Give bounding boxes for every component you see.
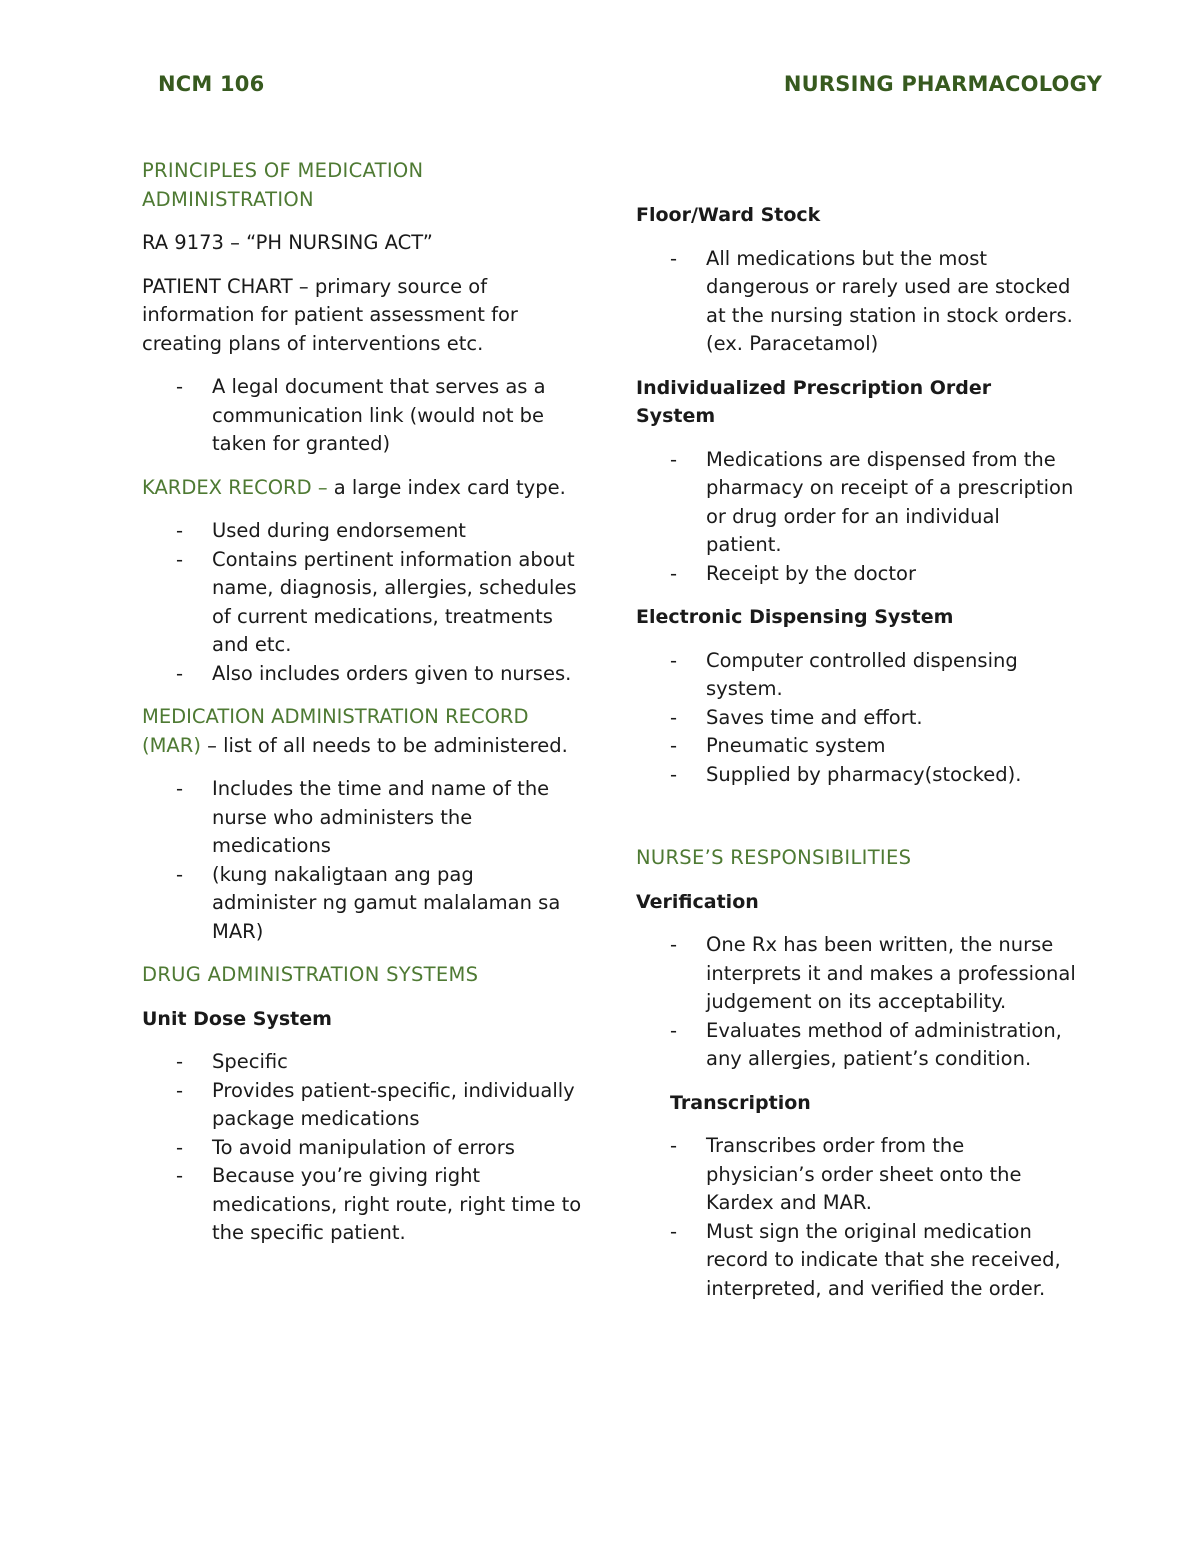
kardex-label: KARDEX RECORD – [142, 475, 328, 499]
principles-heading: PRINCIPLES OF MEDICATION ADMINISTRATION [142, 159, 424, 211]
dash-bullet: - [670, 648, 678, 672]
floor-stock-heading: Floor/Ward Stock [636, 204, 821, 226]
floor-stock-list [636, 245, 1076, 359]
mar-text: – list of all needs to be administered. [200, 733, 568, 757]
list-item [142, 861, 582, 947]
individualized-heading: Individualized Prescription Order System [636, 376, 992, 427]
left-column [142, 157, 582, 1263]
dash-bullet: - [670, 447, 678, 471]
dash-bullet: - [176, 1164, 184, 1187]
right-column [636, 201, 1076, 1318]
mar-paragraph [142, 703, 582, 760]
dash-bullet: - [176, 1078, 184, 1102]
list-item-text: Also includes orders given to nurses. [212, 661, 572, 685]
kardex-text: a large index card type. [327, 475, 566, 499]
responsibilities-heading: NURSE’S RESPONSIBILITIES [636, 846, 912, 869]
mar-label: MEDICATION ADMINISTRATION RECORD (MAR) [142, 705, 529, 757]
list-item [636, 931, 1076, 1017]
list-item-text: Receipt by the doctor [706, 561, 916, 585]
dash-bullet: - [670, 705, 678, 729]
list-item-text: One Rx has been written, the nurse interprets it and makes a professional judgement on its acceptability. [706, 933, 1076, 1013]
list-item-text: Must sign the original medication record to indicate that she received, interpreted, and verified the order. [706, 1219, 1061, 1300]
list-item-text: Medications are dispensed from the pharmacy on receipt of a prescription or drug order for an individual patient. [706, 447, 1074, 556]
list-item-text: Supplied by pharmacy(stocked). [706, 762, 1022, 786]
electronic-heading: Electronic Dispensing System [636, 606, 954, 628]
list-item [142, 1162, 582, 1248]
individualized-list [636, 446, 1076, 589]
list-item-text: Specific [212, 1050, 288, 1073]
list-item [142, 1048, 582, 1077]
list-item [636, 446, 1076, 560]
list-item-text: Saves time and effort. [706, 705, 923, 729]
list-item [636, 245, 1076, 359]
systems-heading: DRUG ADMINISTRATION SYSTEMS [142, 963, 479, 986]
dash-bullet: - [176, 1135, 184, 1159]
patient-chart-list [142, 373, 582, 459]
list-item-text: Because you’re giving right medications, right route, right time to the specific patient. [212, 1164, 582, 1244]
list-item [142, 1134, 582, 1163]
electronic-list [636, 647, 1076, 790]
dash-bullet: - [176, 862, 184, 886]
dash-bullet: - [670, 561, 678, 585]
dash-bullet: - [670, 1018, 678, 1042]
dash-bullet: - [670, 933, 678, 956]
unit-dose-heading: Unit Dose System [142, 1007, 332, 1030]
dash-bullet: - [176, 519, 184, 542]
dash-bullet: - [670, 1219, 678, 1243]
dash-bullet: - [176, 777, 184, 800]
list-item-text: A legal document that serves as a communication link (would not be taken for granted) [212, 375, 546, 455]
list-item-text: Computer controlled dispensing system. [706, 648, 1018, 700]
course-code: NCM 106 [158, 72, 265, 96]
list-item [142, 373, 582, 459]
dash-bullet: - [176, 375, 184, 398]
list-item [636, 732, 1076, 761]
dash-bullet: - [670, 734, 678, 757]
list-item [142, 1077, 582, 1134]
list-item [142, 660, 582, 689]
unit-dose-list [142, 1048, 582, 1248]
list-item-text: (kung nakaligtaan ang pag administer ng gamut malalaman sa MAR) [212, 862, 561, 943]
list-item-text: Evaluates method of administration, any allergies, patient’s condition. [706, 1018, 1062, 1070]
list-item-text: Includes the time and name of the nurse who administers the medications [212, 777, 550, 857]
list-item [636, 1017, 1076, 1074]
kardex-list [142, 517, 582, 688]
list-item-text: To avoid manipulation of errors [212, 1135, 515, 1159]
patient-chart-paragraph: PATIENT CHART – primary source of information for patient assessment for creating plans of interventions etc. [142, 274, 518, 355]
transcription-list [636, 1132, 1076, 1303]
mar-list [142, 775, 582, 946]
list-item [636, 560, 1076, 589]
spacer [636, 804, 1076, 844]
list-item-text: Provides patient-specific, individually package medications [212, 1078, 575, 1130]
verification-list [636, 931, 1076, 1074]
dash-bullet: - [670, 762, 678, 786]
dash-bullet: - [176, 1050, 184, 1073]
page-header [158, 72, 1102, 102]
transcription-heading: Transcription [670, 1091, 811, 1114]
kardex-paragraph [142, 474, 582, 503]
list-item [142, 546, 582, 660]
dash-bullet: - [670, 246, 678, 270]
list-item [636, 704, 1076, 733]
list-item [636, 647, 1076, 704]
dash-bullet: - [176, 661, 184, 685]
list-item [636, 761, 1076, 790]
list-item-text: Pneumatic system [706, 734, 886, 757]
list-item-text: Transcribes order from the physician’s order sheet onto the Kardex and MAR. [706, 1134, 1022, 1214]
verification-heading: Verification [636, 890, 759, 913]
list-item [636, 1218, 1076, 1304]
ra-line: RA 9173 – “PH NURSING ACT” [142, 231, 433, 254]
list-item [142, 517, 582, 546]
list-item-text: Contains pertinent information about name, diagnosis, allergies, schedules of current medications, treatments and etc. [212, 547, 577, 656]
list-item-text: Used during endorsement [212, 519, 466, 542]
list-item-text: All medications but the most dangerous or rarely used are stocked at the nursing station in stock orders. (ex. Paracetamol) [706, 246, 1073, 355]
list-item [142, 775, 582, 861]
list-item [636, 1132, 1076, 1218]
dash-bullet: - [670, 1134, 678, 1157]
course-title: NURSING PHARMACOLOGY [783, 72, 1102, 96]
dash-bullet: - [176, 547, 184, 571]
